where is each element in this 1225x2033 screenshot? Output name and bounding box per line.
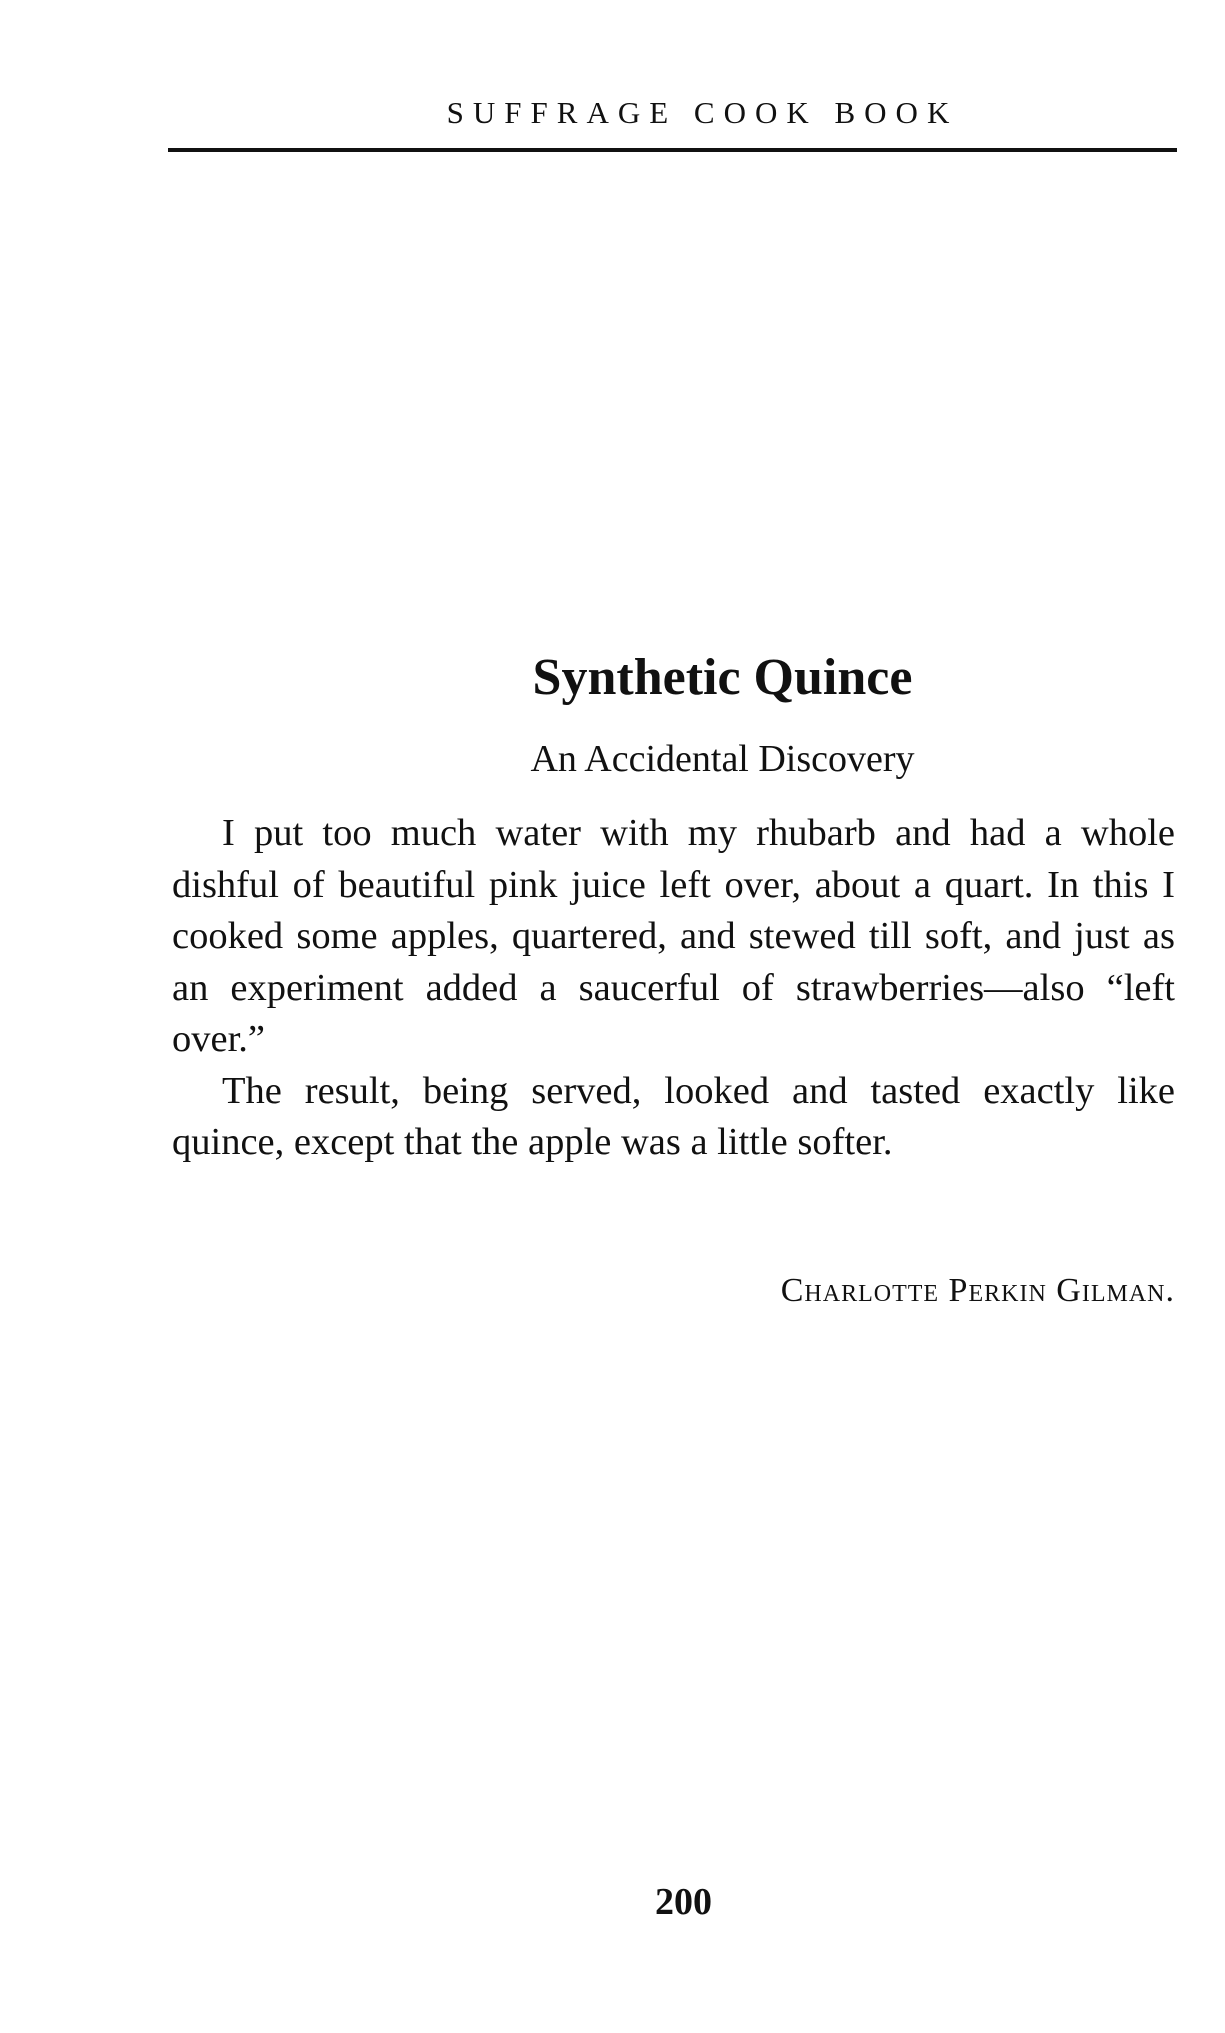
recipe-subtitle: An Accidental Discovery: [530, 738, 915, 780]
author-byline: Charlotte Perkin Gilman.: [780, 1272, 1175, 1309]
recipe-title: Synthetic Quince: [532, 649, 913, 706]
running-header: SUFFRAGE COOK BOOK: [446, 95, 959, 130]
header-rule: [168, 148, 1177, 152]
recipe-paragraph: I put too much water with my rhubarb and had a whole dishful of beautiful pink juice left over, about a quart. In this I cooked some apples, quartered, and stewed till soft, and just as an experiment added a saucerful of strawberries—also “left over.”: [172, 812, 1175, 1060]
page-number: 200: [655, 1881, 712, 1923]
recipe-paragraph: The result, being served, looked and tasted exactly like quince, except that the apple was a little softer.: [172, 1069, 1175, 1163]
recipe-body: [172, 808, 1175, 1169]
